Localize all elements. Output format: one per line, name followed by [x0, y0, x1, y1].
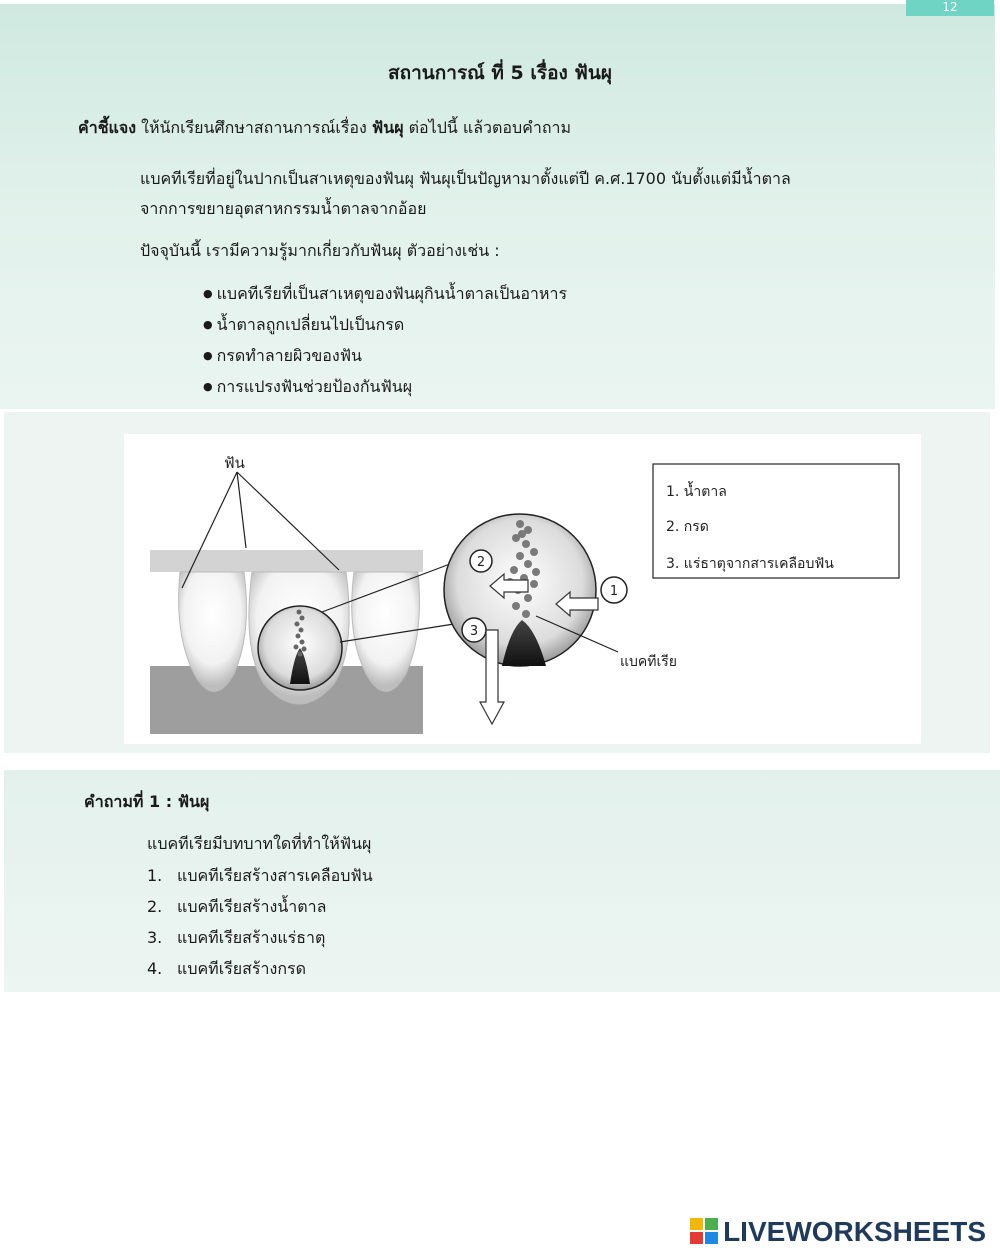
answer-option[interactable] — [147, 955, 373, 986]
marker-3 — [462, 618, 486, 642]
marker-1 — [601, 577, 627, 603]
answer-option[interactable] — [147, 862, 373, 893]
list-item: ● กรดทำลายผิวของฟัน — [203, 342, 567, 373]
intro-line: จากการขยายอุตสาหกรรมน้ำตาลจากอ้อย — [140, 199, 427, 218]
marker-2 — [470, 550, 492, 572]
option-text: แบคทีเรียสร้างกรด — [177, 959, 306, 978]
svg-text:3: 3 — [469, 624, 479, 639]
instruction-label: คำชี้แจง — [78, 118, 137, 137]
svg-text:2: 2 — [476, 555, 486, 570]
list-item: ● แบคทีเรียที่เป็นสาเหตุของฟันผุกินน้ำตาลเป็นอาหาร — [203, 280, 567, 311]
page-title: สถานการณ์ ที่ 5 เรื่อง ฟันผุ — [388, 62, 612, 84]
instruction-text-before: ให้นักเรียนศึกษาสถานการณ์เรื่อง — [136, 118, 372, 137]
tooth-label: ฟัน — [224, 454, 245, 472]
instruction-keyword: ฟันผุ — [371, 118, 404, 137]
answer-option[interactable] — [147, 924, 373, 955]
instruction-line — [78, 116, 571, 141]
legend-item-sugar: 1. น้ำตาล — [666, 484, 727, 500]
bacteria-label: แบคทีเรีย — [620, 654, 678, 670]
svg-text:1: 1 — [609, 584, 619, 599]
intro-line: แบคทีเรียที่อยู่ในปากเป็นสาเหตุของฟันผุ ฟันผุเป็นปัญหามาตั้งแต่ปี ค.ศ.1700 นับตั้งแต่มีน้ำตาล — [140, 169, 791, 188]
option-number: 1. — [147, 866, 163, 885]
page-number-tab: 12 — [906, 0, 994, 16]
intro-paragraph — [140, 164, 791, 224]
legend-item-minerals: 3. แร่ธาตุจากสารเคลือบฟัน — [666, 556, 834, 572]
facts-list — [203, 280, 567, 404]
liveworksheets-logo — [690, 1215, 986, 1249]
option-number: 2. — [147, 897, 163, 916]
instruction-text-after: ต่อไปนี้ แล้วตอบคำถาม — [403, 118, 572, 137]
answer-option[interactable] — [147, 893, 373, 924]
option-text: แบคทีเรียสร้างแร่ธาตุ — [177, 928, 326, 947]
option-number: 3. — [147, 928, 163, 947]
liveworksheets-icon — [690, 1218, 720, 1246]
knowledge-paragraph: ปัจจุบันนี้ เรามีความรู้มากเกี่ยวกับฟันผุ ตัวอย่างเช่น : — [140, 241, 500, 260]
question-prompt: แบคทีเรียมีบทบาทใดที่ทำให้ฟันผุ — [147, 834, 372, 853]
option-text: แบคทีเรียสร้างสารเคลือบฟัน — [177, 866, 373, 885]
list-item: ● การแปรงฟันช่วยป้องกันฟันผุ — [203, 373, 567, 404]
question-heading: คำถามที่ 1 : ฟันผุ — [84, 792, 210, 811]
option-number: 4. — [147, 959, 163, 978]
option-text: แบคทีเรียสร้างน้ำตาล — [177, 897, 327, 916]
legend-item-acid: 2. กรด — [666, 519, 709, 535]
list-item: ● น้ำตาลถูกเปลี่ยนไปเป็นกรด — [203, 311, 567, 342]
brand-wordmark: LIVEWORKSHEETS — [723, 1216, 986, 1247]
tooth-decay-diagram — [124, 434, 921, 744]
answer-options — [147, 862, 373, 986]
